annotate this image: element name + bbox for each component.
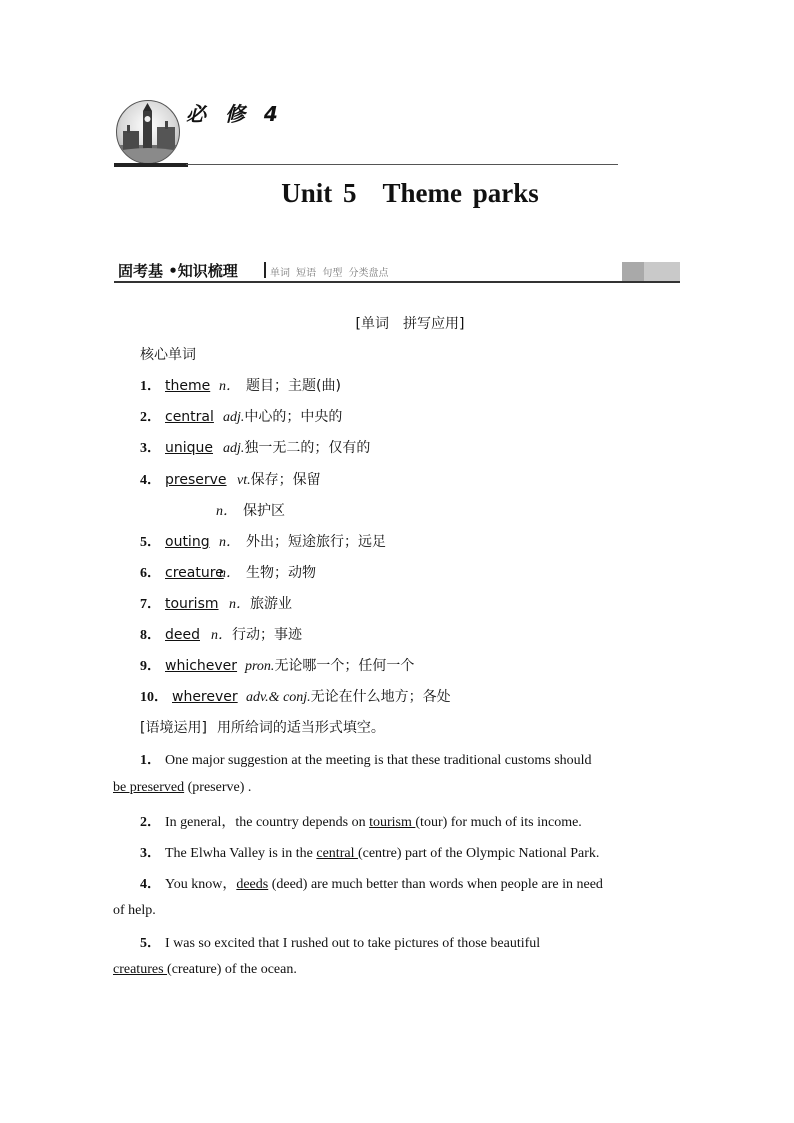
vocab-meaning: 保护区 [243,503,285,519]
header-rule [186,164,618,165]
vocab-item [140,375,341,395]
page-title [0,178,794,209]
vocab-pos: n． [229,597,250,612]
exercise-4-line-2 [113,903,156,919]
exercise-text: (creature) of the ocean. [167,962,297,977]
exercise-number: 2． [140,815,161,830]
vocab-meaning: 保存；保留 [250,472,321,488]
vocab-meaning: 外出；短途旅行；远足 [246,534,386,550]
vocab-meaning: 中心的；中央的 [244,409,343,425]
exercise-text: (deed) are much better than words when people are in need [268,877,603,892]
vocab-number: 4． [140,473,161,488]
vocab-item [140,406,342,426]
vocab-word: unique [165,440,214,456]
answer-blank: creatures [113,962,168,977]
exercise-number: 3． [140,846,161,861]
vocab-meaning: 题目；主题(曲) [246,378,341,394]
vocab-item [140,686,451,706]
vocab-number: 10． [140,690,168,705]
vocab-number: 9． [140,659,161,674]
vocab-word: whichever [165,658,238,674]
vocab-item [140,437,370,457]
exercise-number: 4． [140,877,161,892]
exercise-number: 5． [140,936,161,951]
big-ben-emblem-icon [116,100,180,164]
vocab-pos: n． [219,379,240,394]
vocab-word: tourism [165,596,219,612]
vocab-meaning: 独一无二的；仅有的 [244,440,371,456]
header-rule-thick [114,163,188,167]
section-shade-dark [622,262,644,281]
center-heading: [单词 拼写应用] [355,316,465,332]
exercise-5-line-2 [113,962,297,978]
sub-heading: 核心单词 [140,347,196,363]
vocab-item [140,469,321,489]
title-unit: Unit 5 [281,178,357,208]
vocab-word: outing [165,534,210,550]
vocab-number: 3． [140,441,161,456]
exercise-text: I was so excited that I rushed out to take pictures of those beautiful [165,936,541,951]
vocab-number: 7． [140,597,161,612]
vocab-word: deed [165,627,200,643]
exercise-5-line-1 [140,932,540,952]
exercise-number: 1． [140,753,161,768]
vocab-meaning: 无论哪一个；任何一个 [274,658,415,674]
vocab-meaning: 旅游业 [250,596,292,612]
exercise-2 [140,811,582,831]
vocab-pos: n． [219,535,240,550]
vocab-item [140,531,386,551]
vocab-meaning: 生物；动物 [246,565,316,581]
exercise-text: (centre) part of the Olympic National Park. [357,846,600,861]
book-label: 必 修 4 [186,102,284,126]
vocab-meaning: 行动；事迹 [232,627,302,643]
vocab-word: central [165,409,214,425]
exercise-text: In general，the country depends on [165,815,370,830]
vocab-word: creature [165,565,224,581]
vocab-item [140,593,292,613]
exercise-text: of help. [113,903,156,918]
answer-blank: central [316,846,358,861]
vocab-number: 6． [140,566,161,581]
vocab-pos: n． [219,566,240,581]
vocab-item [140,624,302,644]
vocab-pos: adj. [223,410,245,425]
vocab-item [140,562,316,582]
exercise-4-line-1 [140,873,603,893]
vocab-pos: pron. [245,659,275,674]
title-topic: Theme parks [382,178,539,208]
vocab-word: wherever [172,689,238,705]
section-underline [114,281,680,283]
vocab-pos: n． [211,628,232,643]
vocab-pos: adv.& conj. [246,690,311,705]
vocab-number: 5． [140,535,161,550]
section-separator [264,262,266,278]
vocab-item [140,655,414,675]
exercise-text: One major suggestion at the meeting is that these traditional customs should [165,753,592,768]
vocab-number: 8． [140,628,161,643]
vocab-pos: n． [216,504,237,519]
answer-blank: be preserved [113,780,185,795]
exercise-1-line-1 [140,749,592,769]
section-shade-light [644,262,680,281]
vocab-pos: vt. [237,473,251,488]
section-bar [114,260,680,284]
vocab-pos: adj. [223,441,245,456]
vocab-item [216,500,285,520]
vocab-meaning: 无论在什么地方；各处 [310,689,451,705]
exercise-3 [140,842,599,862]
exercise-text: (tour) for much of its income. [415,815,582,830]
answer-blank: deeds [236,877,269,892]
vocab-number: 2． [140,410,161,425]
usage-tag: [语境运用] [140,720,207,736]
usage-instruction: 用所给词的适当形式填空。 [216,720,385,736]
vocab-number: 1． [140,379,161,394]
vocab-word: theme [165,378,211,394]
usage-heading [140,717,385,737]
exercise-text: (preserve) . [184,780,252,795]
exercise-text: The Elwha Valley is in the [165,846,317,861]
section-title: 固考基 •知识梳理 [118,262,238,280]
section-subtitle: 单词 短语 句型 分类盘点 [270,268,389,279]
answer-blank: tourism [369,815,416,830]
exercise-text: You know， [165,877,237,892]
exercise-1-line-2 [113,780,251,796]
vocab-word: preserve [165,472,227,488]
